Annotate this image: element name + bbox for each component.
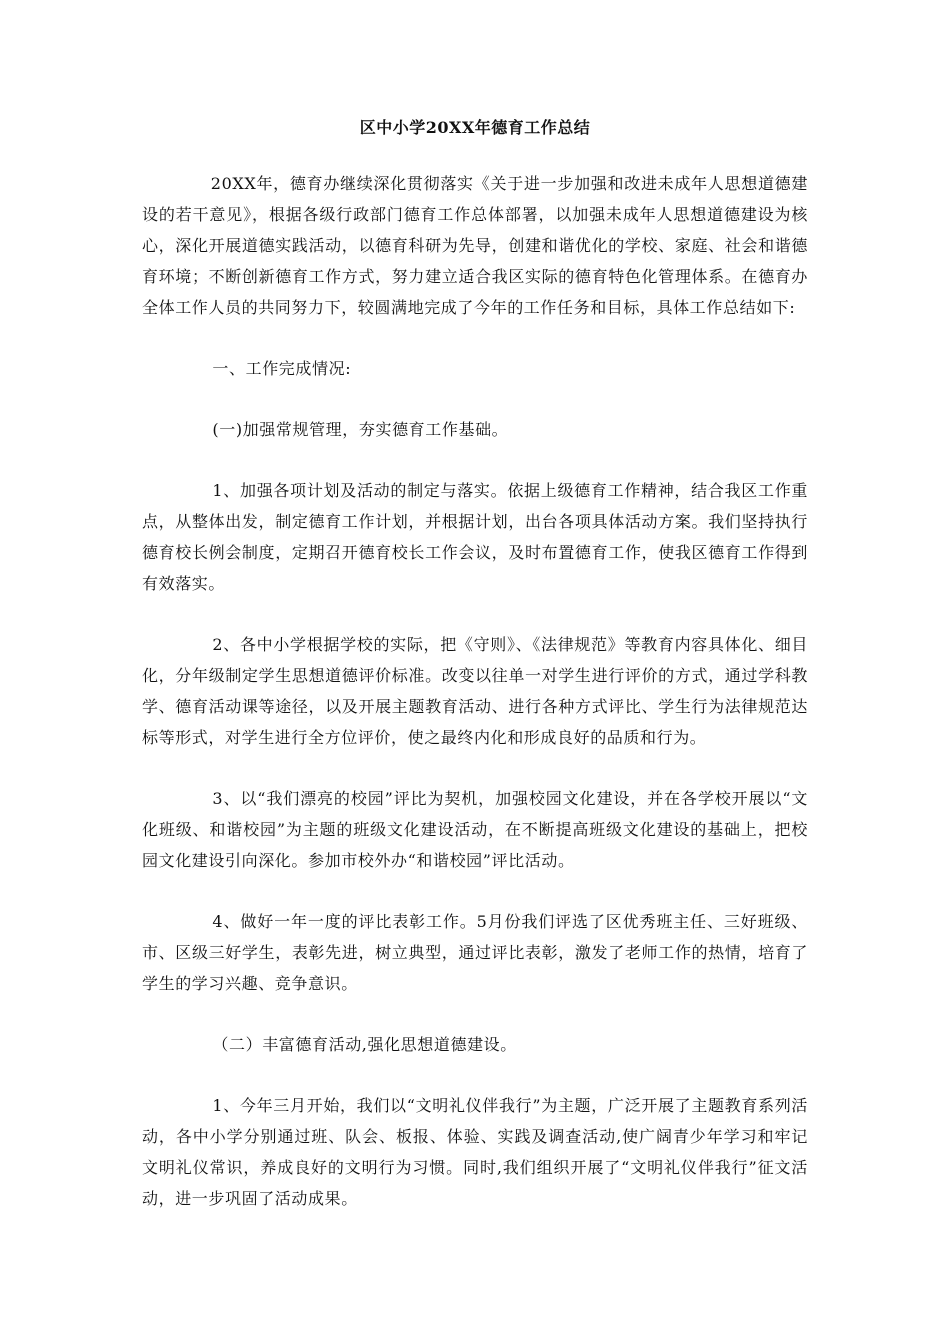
paragraph-item-5: 1、今年三月开始，我们以“文明礼仪伴我行”为主题，广泛开展了主题教育系列活动，各中小学分别通过班、队会、板报、体验、实践及调查活动,使广阔青少年学习和牢记文明礼仪常识，养成良好的文明行为习惯。同时,我们组织开展了“文明礼仪伴我行”征文活动，进一步巩固了活动成果。 xyxy=(142,1096,808,1208)
paragraph-item-4: 4、做好一年一度的评比表彰工作。5月份我们评选了区优秀班主任、三好班级、市、区级三好学生，表彰先进，树立典型，通过评比表彰，激发了老师工作的热情，培育了学生的学习兴趣、竞争意识。 xyxy=(142,912,808,993)
paragraph-item-3: 3、以“我们漂亮的校园”评比为契机，加强校园文化建设，并在各学校开展以“文化班级、和谐校园”为主题的班级文化建设活动，在不断提高班级文化建设的基础上，把校园文化建设引向深化。参加市校外办“和谐校园”评比活动。 xyxy=(142,789,808,870)
subsection-heading-1: (一)加强常规管理，夯实德育工作基础。 xyxy=(212,420,509,439)
paragraph-item-2: 2、各中小学根据学校的实际，把《守则》、《法律规范》等教育内容具体化、细目化，分年级制定学生思想道德评价标准。改变以往单一对学生进行评价的方式，通过学科教学、德育活动课等途径，以及开展主题教育活动、进行各种方式评比、学生行为法律规范达标等形式，对学生进行全方位评价，使之最终内化和形成良好的品质和行为。 xyxy=(142,635,808,747)
intro-paragraph: 20XX年，德育办继续深化贯彻落实《关于进一步加强和改进未成年人思想道德建设的若干意见》，根据各级行政部门德育工作总体部署，以加强未成年人思想道德建设为核心，深化开展道德实践活动，以德育科研为先导，创建和谐优化的学校、家庭、社会和谐德育环境；不断创新德育工作方式，努力建立适合我区实际的德育特色化管理体系。在德育办全体工作人员的共同努力下，较圆满地完成了今年的工作任务和目标，具体工作总结如下: xyxy=(142,174,808,317)
subsection-heading-2: （二）丰富德育活动,强化思想道德建设。 xyxy=(212,1035,517,1054)
document-title: 区中小学20XX年德育工作总结 xyxy=(359,118,591,137)
paragraph-item-1: 1、加强各项计划及活动的制定与落实。依据上级德育工作精神，结合我区工作重点，从整体出发，制定德育工作计划，并根据计划，出台各项具体活动方案。我们坚持执行德育校长例会制度，定期召开德育校长工作会议，及时布置德育工作，使我区德育工作得到有效落实。 xyxy=(142,481,808,593)
section-heading-1: 一、工作完成情况: xyxy=(212,359,352,378)
document-body xyxy=(142,168,808,1244)
